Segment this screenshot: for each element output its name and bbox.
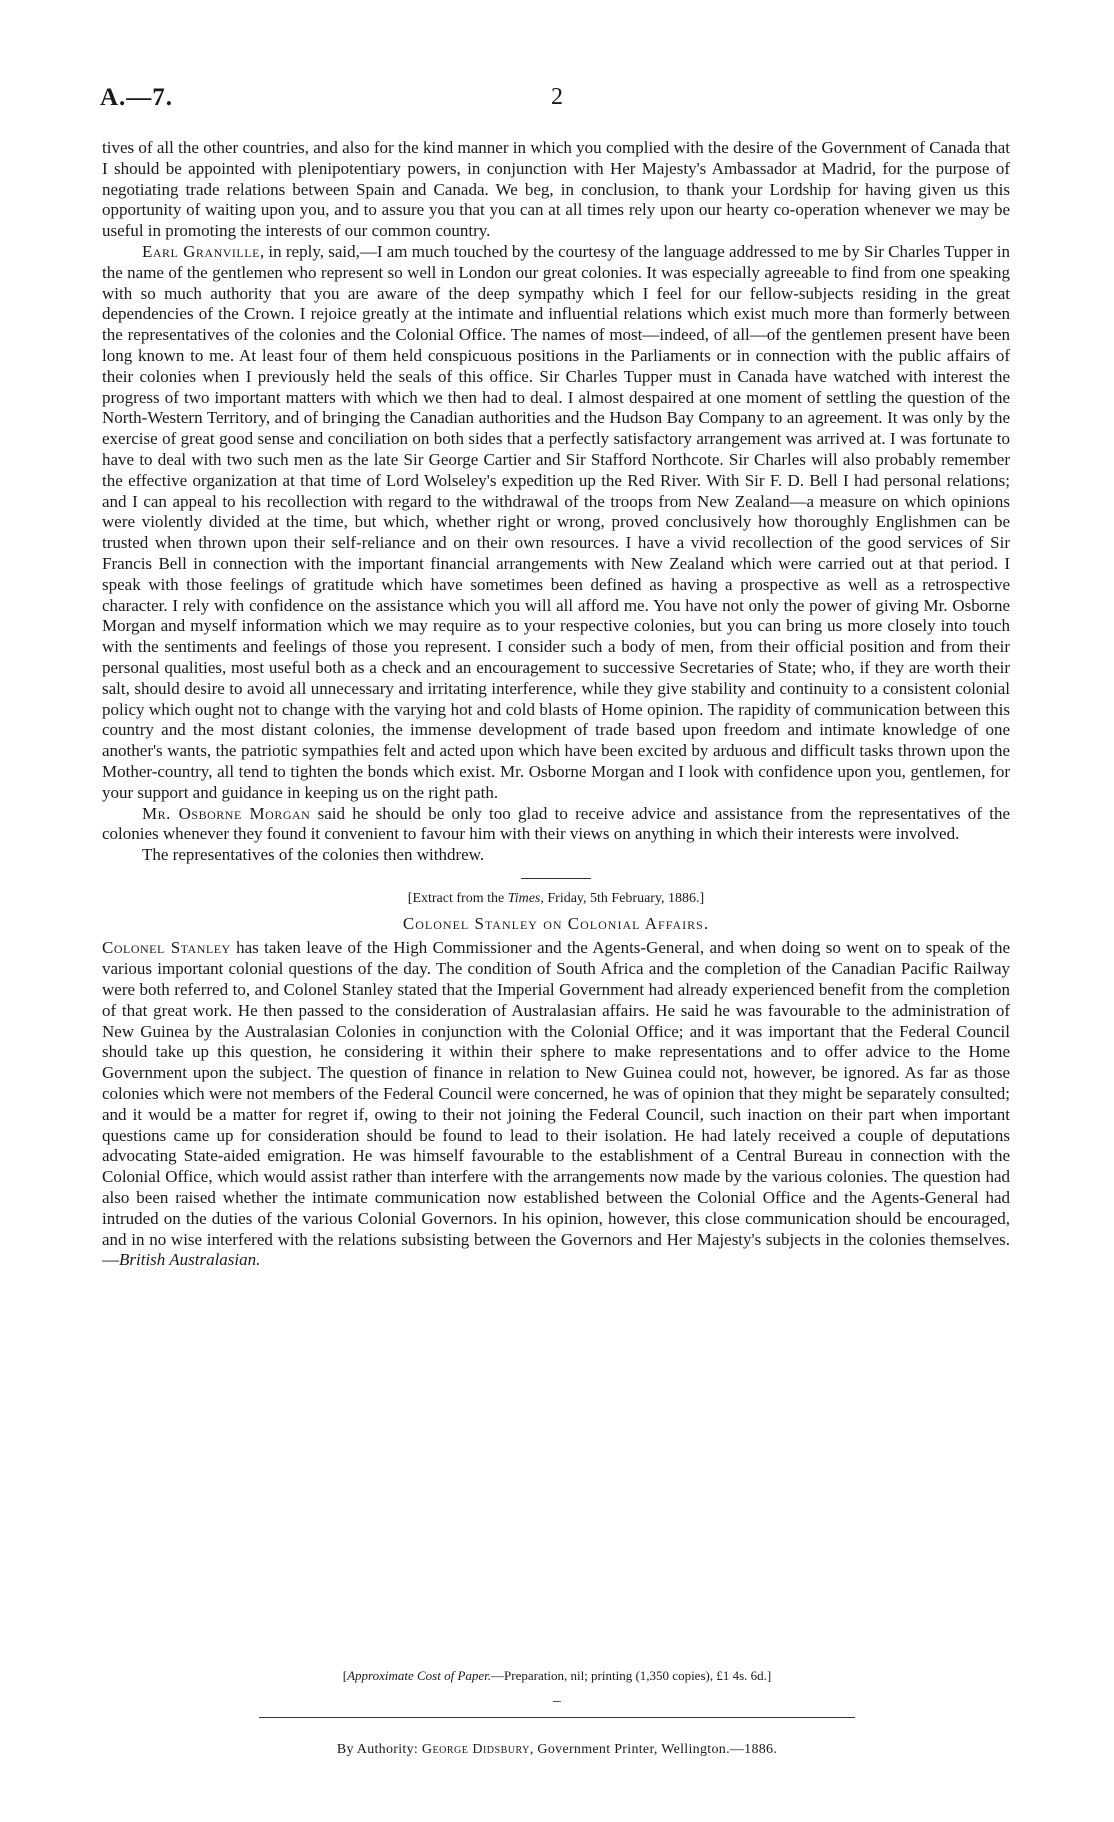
paragraph-continuation: [102, 138, 1010, 242]
section-divider: [521, 878, 591, 879]
paragraph-text: has taken leave of the High Commissioner and the Agents-General, and when doing so went on to speak of the various important colonial questions of the day. The condition of South Africa and the completion of the Canadian Pacific Railway were both referred to, and Colonel Stanley stated that the Imperial Government had already experienced benefit from the completion of that great work. He then passed to the consideration of Australasian affairs. He said he was favourable to the administration of New Guinea by the Australasian Colonies in conjunction with the Colonial Office; and it was important that the Federal Council should take up this question, he considering it within their sphere to make representations and to offer advice to the Home Government upon the subject. The question of finance in relation to New Guinea could not, however, be ignored. As far as those colonies which were not members of the Federal Council were concerned, he was of opinion that they might be separately consulted; and it would be a matter for regret if, owing to their not joining the Federal Council, such inaction on their part when important questions came up for consideration should be found to lead to their isolation. He had lately received a couple of deputations advocating State-aided emigration. He was himself favourable to the establishment of a Central Bureau in connection with the Colonial Office, which would assist rather than interfere with the arrangements now made by the various colonies. The question had also been raised whether the intimate communication now established between the Colonial Office and the Agents-General had intruded on the duties of the various Colonial Governors. In his opinion, however, this close communication should be encouraged, and in no wise interfered with the relations subsisting between the Governors and Her Majesty's subjects in the colonies themselves.—: [102, 938, 1010, 1270]
extract-suffix: , Friday, 5th February, 1886.]: [540, 890, 705, 906]
paragraph-withdrew: [102, 845, 1010, 866]
paragraph-granville: [102, 242, 1010, 804]
document-reference: A.—7.: [100, 84, 174, 111]
extract-source: Times: [507, 890, 541, 906]
article-source: British Australasian.: [119, 1250, 261, 1270]
paragraph-text: said he should be only too glad to receive advice and assistance from the representatives of the colonies whenever they found it convenient to favour him with their views on anything in which their interests were involved.: [102, 803, 1010, 844]
speaker-name: Colonel Stanley: [102, 938, 231, 958]
footer-suffix: , Government Printer, Wellington.—1886.: [529, 1742, 778, 1757]
paragraph-text: , in reply, said,—I am much touched by the courtesy of the language addressed to me by Sir Charles Tupper in the name of the gentlemen who represent so well in London our great colonies. It was especially agreeable to find from one speaking with so much authority that you are aware of the deep sympathy which I feel for our fellow-subjects residing in the great dependencies of the Crown. I rejoice greatly at the intimate and influential relations which exist much more than formerly between the representatives of the colonies and the Colonial Office. The names of most—indeed, of all—of the gentlemen present have been long known to me. At least four of them held conspicuous positions in the Parliaments or in connection with the public affairs of their colonies when I previously held the seals of this office. Sir Charles Tupper must in Canada have watched with interest the progress of two important matters with which we then had to deal. I almost despaired at one moment of settling the question of the North-Western Territory, and of bringing the Canadian authorities and the Hudson Bay Company to an agreement. It was only by the exercise of great good sense and conciliation on both sides that a perfectly satisfactory arrangement was arrived at. I was fortunate to have to deal with two such men as the late Sir George Cartier and Sir Stafford Northcote. Sir Charles will also probably remember the effective organization at that time of Lord Wolseley's expedition up the Red River. With Sir F. D. Bell I had personal relations; and I can appeal to his recollection with regard to the withdrawal of the troops from New Zealand—a measure on which opinions were violently divided at the time, but which, whether right or wrong, proved conclusively how thoroughly Englishmen can be trusted when thrown upon their self-reliance and on their own resources. I have a vivid recollection of the good services of Sir Francis Bell in connection with the important financial arrangements with New Zealand which were carried out at that period. I speak with those feelings of gratitude which have sometimes been defined as having a prospective as well as a retrospective character. I rely with confidence on the assistance which you will all afford me. You have not only the power of giving Mr. Osborne Morgan and myself information which we may require as to your respective colonies, but you can bring us more closely into touch with the sentiments and feelings of those you represent. I consider such a body of men, from their official position and from their personal qualities, most useful both as a check and an encouragement to successive Secretaries of State; who, if they are worth their salt, should desire to avoid all unnecessary and irritating interference, while they give stability and continuity to a consistent colonial policy which ought not to change with the varying hot and cold blasts of Home opinion. The rapidity of communication between this country and the most distant colonies, the immense development of trade based upon freedom and intimate knowledge of one another's wants, the patriotic sympathies felt and acted upon which have been excited by arduous and difficult tasks thrown upon the Mother-country, all tend to tighten the bonds which exist. Mr. Osborne Morgan and I look with confidence upon you, gentlemen, for your support and guidance in keeping us on the right path.: [102, 241, 1010, 802]
section-title: Colonel Stanley on Colonial Affairs.: [402, 913, 710, 933]
small-dash: [553, 1701, 561, 1702]
extract-prefix: [Extract from the: [407, 890, 508, 906]
paragraph-text: tives of all the other countries, and also for the kind manner in which you complied with the desire of the Government of Canada that I should be appointed with plenipotentiary powers, in conjunction with Her Majesty's Ambassador at Madrid, for the purpose of negotiating trade relations between Spain and Canada. We beg, in conclusion, to thank your Lordship for having given us this opportunity of waiting upon you, and to assure you that you can at all times rely upon our hearty co-operation whenever we may be useful in promoting the interests of our common country.: [102, 138, 1010, 241]
paragraph-text: The representatives of the colonies then withdrew.: [142, 845, 485, 865]
speaker-name: Earl Granville: [142, 241, 260, 261]
printer-footer: [0, 1742, 1114, 1758]
cost-note: [0, 1668, 1114, 1684]
speaker-name: Mr. Osborne Morgan: [142, 803, 311, 823]
extract-note: [102, 889, 1010, 910]
page-header: [100, 84, 1020, 114]
paragraph-morgan: [102, 804, 1010, 846]
footer-rule: [259, 1717, 855, 1718]
cost-open: [: [342, 1668, 348, 1683]
cost-text: —Preparation, nil; printing (1,350 copies), £1 4s. 6d.]: [491, 1668, 772, 1683]
footer-prefix: By Authority:: [336, 1742, 422, 1757]
cost-label: Approximate Cost of Paper.: [347, 1668, 492, 1683]
printer-name: George Didsbury: [421, 1742, 530, 1757]
body-text: [102, 138, 1010, 1271]
page-number: 2: [551, 84, 563, 110]
article-paragraph: [102, 938, 1010, 1271]
